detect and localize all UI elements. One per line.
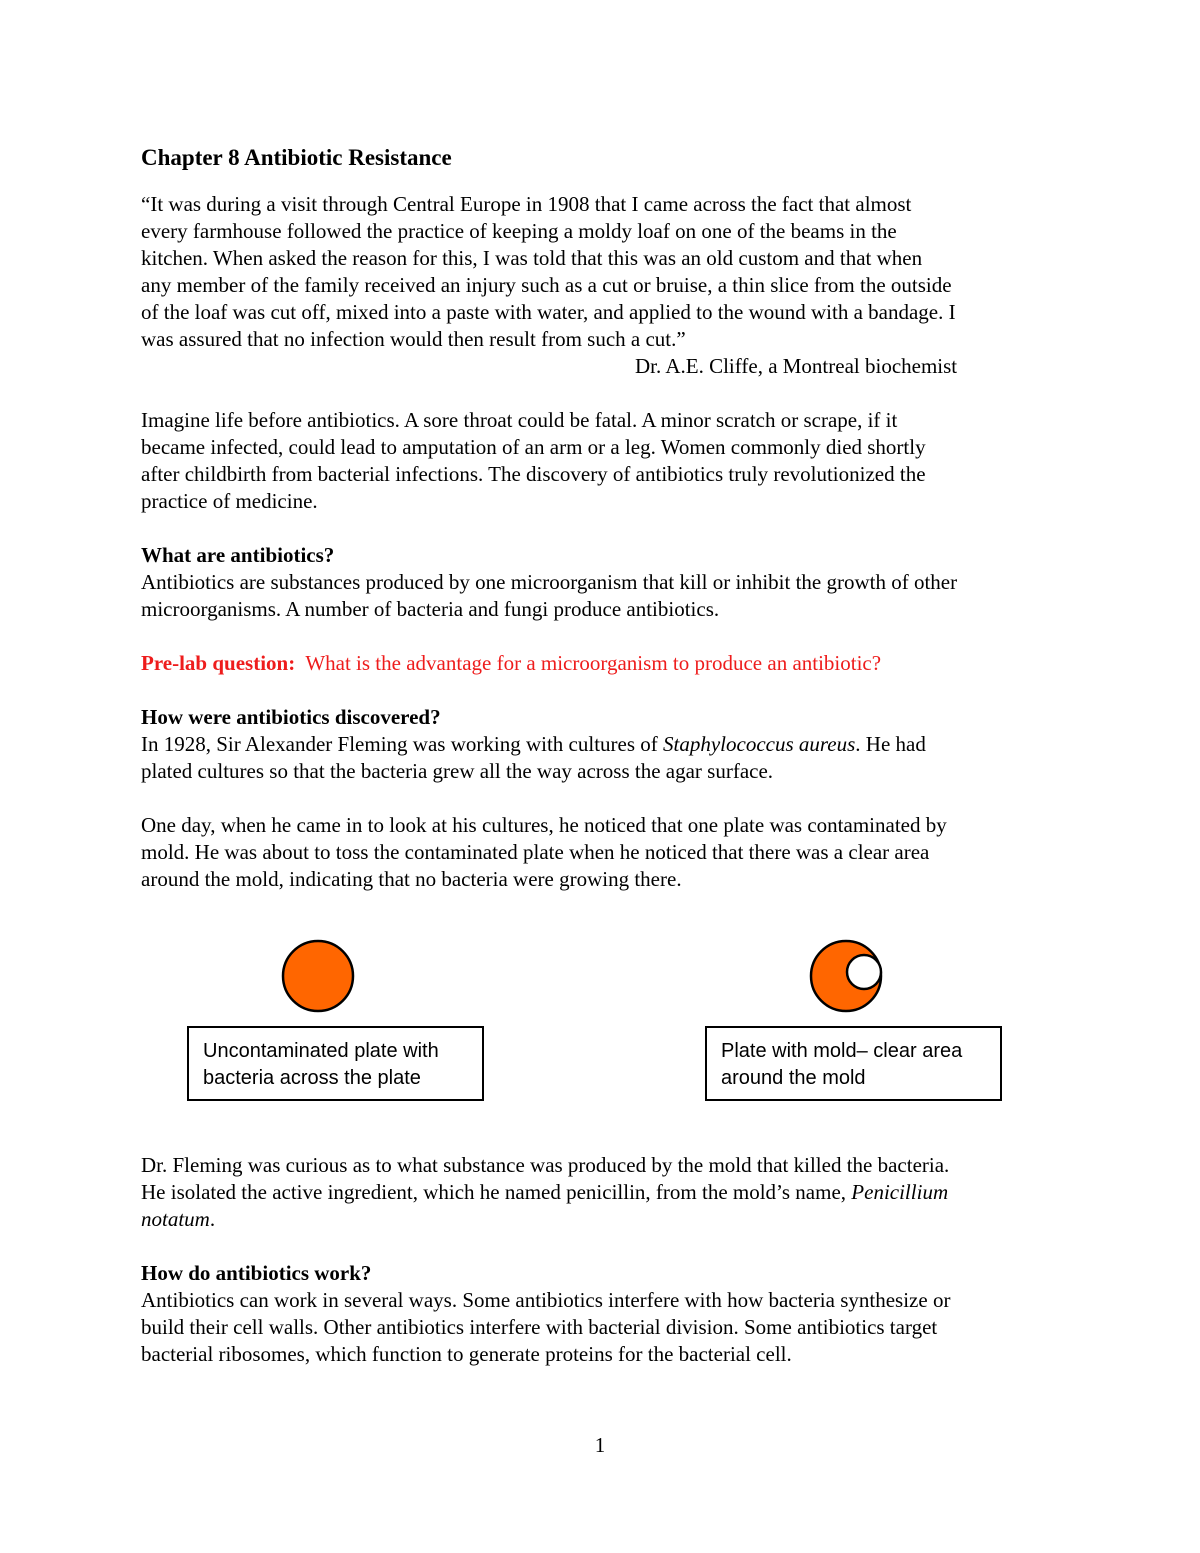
prelab-question [141, 650, 1071, 677]
quote-line: kitchen. When asked the reason for this, I was told that this was an old custom and that when [141, 246, 923, 270]
section-how-antibiotics-work [141, 1260, 1071, 1368]
quote-line: of the loaf was cut off, mixed into a paste with water, and applied to the wound with a bandage. I [141, 300, 956, 324]
body-line [141, 731, 1071, 758]
body-line: build their cell walls. Other antibiotics interfere with bacterial division. Some antibiotics target [141, 1315, 938, 1339]
quote-line: “It was during a visit through Central Europe in 1908 that I came across the fact that almost [141, 192, 912, 216]
body-line [141, 1179, 1071, 1206]
text-fragment: He isolated the active ingredient, which he named penicillin, from the mold’s name, [141, 1180, 852, 1204]
chapter-title: Chapter 8 Antibiotic Resistance [141, 145, 452, 170]
prelab-question-text: What is the advantage for a microorganism to produce an antibiotic? [305, 651, 882, 675]
body-line: One day, when he came in to look at his cultures, he noticed that one plate was contaminated by [141, 813, 947, 837]
intro-line: after childbirth from bacterial infections. The discovery of antibiotics truly revolutionized the [141, 462, 926, 486]
uncontaminated-plate-label [187, 1026, 484, 1101]
mold-plate-label [705, 1026, 1002, 1101]
prelab-label: Pre-lab question: [141, 651, 296, 675]
body-line: around the mold, indicating that no bacteria were growing there. [141, 867, 682, 891]
species-name: Penicillium [851, 1180, 949, 1204]
page-content [141, 143, 1071, 893]
body-line: bacterial ribosomes, which function to generate proteins for the bacterial cell. [141, 1342, 792, 1366]
body-line: mold. He was about to toss the contaminated plate when he noticed that there was a clear area [141, 840, 930, 864]
section-how-discovered [141, 704, 1071, 893]
text-fragment: In 1928, Sir Alexander Fleming was working with cultures of [141, 732, 664, 756]
intro-paragraph [141, 407, 1071, 515]
body-line [141, 1206, 1071, 1233]
quote-line: any member of the family received an injury such as a cut or bruise, a thin slice from the outside [141, 273, 952, 297]
intro-line: became infected, could lead to amputation of an arm or a leg. Women commonly died shortly [141, 435, 926, 459]
body-line: Antibiotics can work in several ways. Some antibiotics interfere with how bacteria synthesize or [141, 1288, 951, 1312]
text-fragment: . He had [855, 732, 926, 756]
cliffe-quote [141, 191, 1071, 380]
species-name: notatum [141, 1207, 210, 1231]
section-what-are-antibiotics [141, 542, 1071, 623]
section-heading: What are antibiotics? [141, 543, 335, 567]
intro-line: Imagine life before antibiotics. A sore throat could be fatal. A minor scratch or scrape, if it [141, 408, 898, 432]
page-number: 1 [594, 1433, 606, 1457]
species-name: Staphylococcus aureus [663, 732, 856, 756]
quote-attribution: Dr. A.E. Cliffe, a Montreal biochemist [635, 354, 958, 378]
body-line: microorganisms. A number of bacteria and fungi produce antibiotics. [141, 597, 720, 621]
contaminated-plate [811, 941, 881, 1011]
section-heading: How do antibiotics work? [141, 1261, 372, 1285]
label-line: Uncontaminated plate with [203, 1040, 439, 1062]
intro-line: practice of medicine. [141, 489, 318, 513]
text-fragment: . [209, 1207, 216, 1231]
body-line: Dr. Fleming was curious as to what substance was produced by the mold that killed the bacteria. [141, 1153, 950, 1177]
quote-line: every farmhouse followed the practice of keeping a moldy loaf on one of the beams in the [141, 219, 897, 243]
body-line: Antibiotics are substances produced by one microorganism that kill or inhibit the growth of other [141, 570, 958, 594]
body-line: plated cultures so that the bacteria grew all the way across the agar surface. [141, 759, 774, 783]
fleming-paragraph [141, 1152, 1071, 1233]
label-line: around the mold [721, 1067, 866, 1089]
label-line: Plate with mold– clear area [721, 1040, 963, 1062]
uncontaminated-plate [283, 941, 353, 1011]
section-heading: How were antibiotics discovered? [141, 705, 441, 729]
page-content-lower [141, 1152, 1071, 1368]
label-line: bacteria across the plate [203, 1067, 421, 1089]
quote-line: was assured that no infection would then result from such a cut.” [141, 327, 686, 351]
mold-clear-zone [847, 955, 881, 989]
